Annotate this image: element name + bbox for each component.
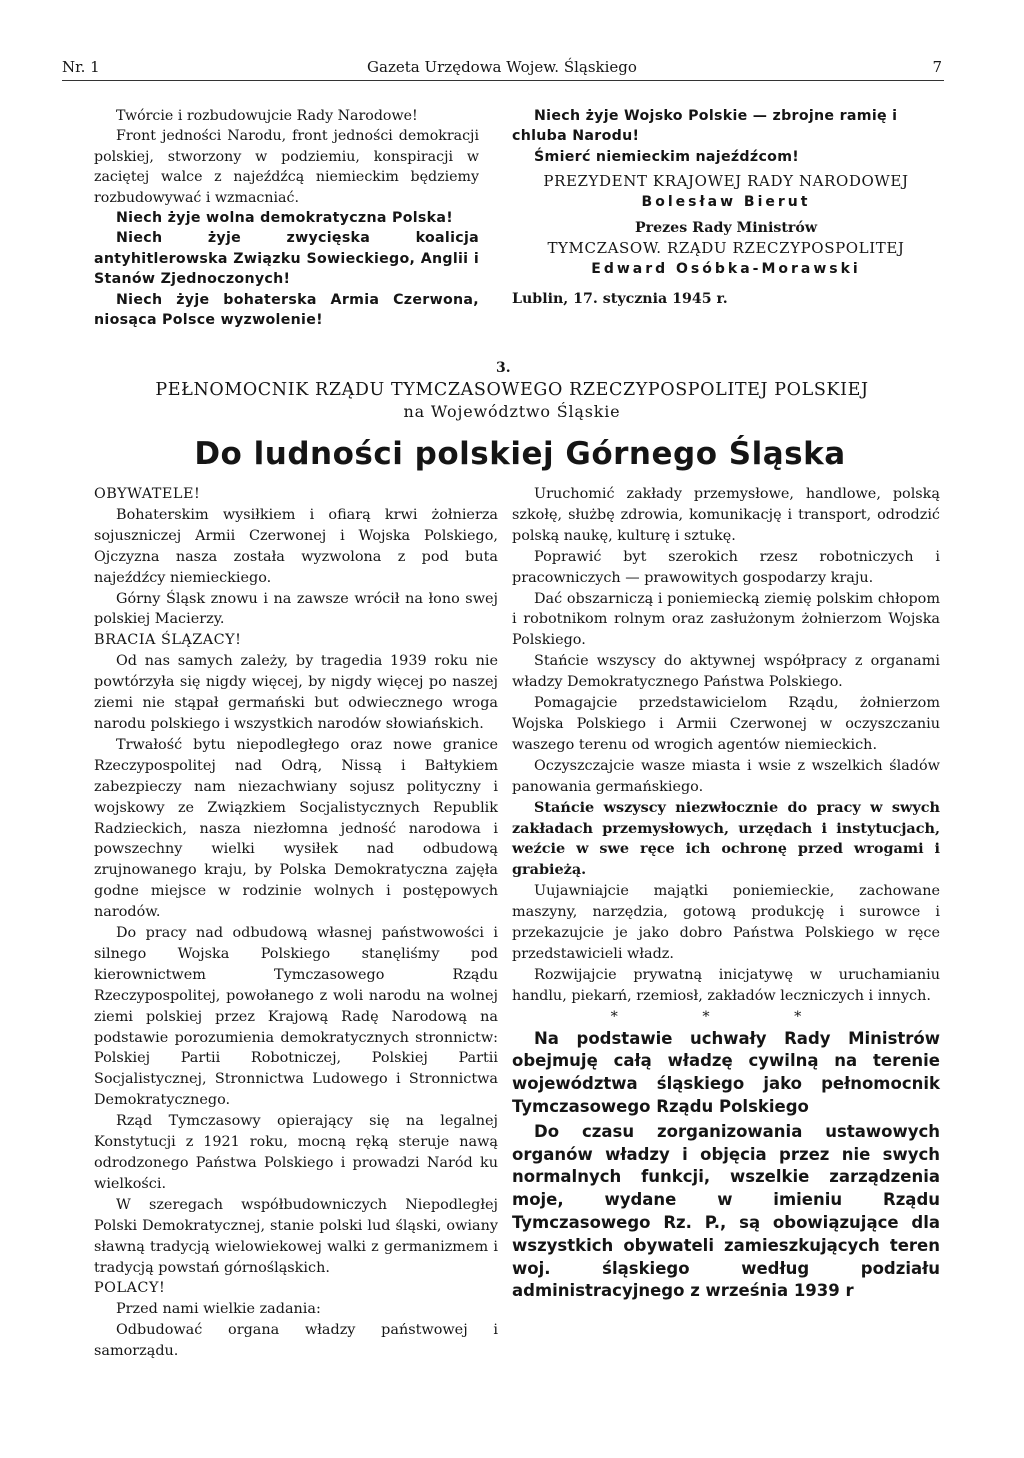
headline: Do ludności polskiej Górnego Śląska (194, 436, 846, 472)
paragraph: W szeregach współbudowniczych Niepodległej Polski Demokratycznej, stanie polski lud śląski, owiany sławną tradycją wielowiekowej walki z germanizmem i tradycją powstań górnośląskich. (94, 1196, 498, 1276)
paragraph: Poprawić byt szerokich rzesz robotniczych i pracowniczych — prawowitych gospodarzy kraju. (512, 548, 940, 586)
top-left-column (94, 106, 479, 330)
president-name: Bolesław Bierut (641, 193, 811, 210)
president-title: PREZYDENT KRAJOWEJ RADY NARODOWEJ (543, 172, 909, 191)
bold-paragraph: Stańcie wszyscy niezwłocznie do pracy w swych zakładach przemysłowych, urzędach i instytucjach, weźcie w swe ręce ich ochronę przed wrogami i grabieżą. (512, 798, 940, 879)
page-number: 7 (932, 58, 942, 76)
slogan: Niech żyje wolna demokratyczna Polska! (116, 210, 454, 227)
section-number: 3. (496, 360, 511, 376)
paragraph: Do pracy nad odbudową własnej państwowości i silnego Wojska Polskiego stanęliśmy pod kierownictwem Tymczasowego Rządu Rzeczypospolitej, powołanego z woli narodu na wolnej ziemi polskiej przez Krajową Radę Narodową na podstawie porozumienia demokratycznych stronnictw: Polskiej Partii Robotniczej, Polskiej Partii Socjalistycznej, Stronnictwa Ludowego i Stronnictwa Demokratycznego. (94, 925, 498, 1109)
slogan: Niech żyje zwycięska koalicja antyhitlerowska Związku Sowieckiego, Anglii i Stanów Zjednoczonych! (94, 230, 479, 288)
header-rule (62, 80, 944, 81)
paragraph: Uruchomić zakłady przemysłowe, handlowe, polską szkołę, służbę zdrowia, komunikację i transport, odrodzić polską naukę, kulturę i sztukę. (512, 486, 940, 544)
paragraph: Front jedności Narodu, front jedności demokracji polskiej, stworzony w podziemiu, konspiracji w zaciętej walce z najeźdźcą niemieckim będziemy rozbudowywać i wzmacniać. (94, 128, 479, 206)
section-subtitle: na Województwo Śląskie (403, 402, 621, 421)
paragraph: Rozwijajcie prywatną inicjatywę w uruchamianiu handlu, piekarń, rzemiosł, zakładów leczniczych i innych. (512, 966, 940, 1004)
place-date: Lublin, 17. stycznia 1945 r. (512, 291, 728, 308)
section-title: PEŁNOMOCNIK RZĄDU TYMCZASOWEGO RZECZYPOSPOLITEJ POLSKIEJ (155, 380, 869, 400)
paragraph: Oczyszczajcie wasze miasta i wsie z wszelkich śladów panowania germańskiego. (512, 757, 940, 795)
paragraph: Bohaterskim wysiłkiem i ofiarą krwi żołnierza sojuszniczej Armii Czerwonej i Wojska Polskiego, Ojczyzna nasza została wyzwolona z pod buta najeźdźcy niemieckiego. (94, 506, 498, 586)
salutation: OBYWATELE! (94, 486, 201, 502)
slogan: Niech żyje Wojsko Polskie — zbrojne ramię i chluba Narodu! (512, 108, 898, 145)
gazette-title: Gazeta Urzędowa Wojew. Śląskiego (367, 58, 637, 76)
premier-title: Prezes Rady Ministrów (634, 220, 818, 237)
right-body-column (512, 484, 940, 1303)
paragraph: Pomagajcie przedstawicielom Rządu, żołnierzom Wojska Polskiego i Armii Czerwonej w oczyszczaniu waszego terenu od wrogich agentów niemieckich. (512, 695, 940, 753)
paragraph: Odbudować organa władzy państwowej i samorządu. (94, 1322, 498, 1360)
government-title: TYMCZASOW. RZĄDU RZECZYPOSPOLITEJ (547, 239, 905, 258)
paragraph: Twórcie i rozbudowujcie Rady Narodowe! (116, 108, 418, 124)
paragraph: Dać obszarniczą i poniemiecką ziemię polskim chłopom i robotnikom rolnym oraz zasłużonym żołnierzom Wojska Polskiego. (512, 590, 940, 649)
paragraph: Uujawniajcie majątki poniemieckie, zachowane maszyny, narzędzia, gotową produkcję i surowce i przekazujcie je jako dobro Państwa Polskiego w ręce przedstawicieli władz. (512, 883, 940, 962)
premier-name: Edward Osóbka-Morawski (591, 260, 861, 277)
paragraph: Przed nami wielkie zadania: (116, 1301, 321, 1318)
paragraph: Od nas samych zależy, by tragedia 1939 roku nie powtórzyła się nigdy więcej, by nigdy więcej po naszej ziemi nie stąpał germański but odwiecznego wroga narodu polskiego i wszystkich narodów słowiańskich. (94, 653, 498, 732)
paragraph: Górny Śląsk znowu i na zawsze wrócił na łono swej polskiej Macierzy. (94, 590, 498, 628)
top-right-column (512, 106, 940, 310)
salutation: BRACIA ŚLĄZACY! (94, 632, 242, 649)
slogan: Śmierć niemieckim najeźdźcom! (534, 148, 800, 165)
paragraph: Stańcie wszyscy do aktywnej współpracy z organami władzy Demokratycznego Państwa Polskiego. (512, 653, 940, 691)
decree-paragraph: Na podstawie uchwały Rady Ministrów obejmuję całą władzę cywilną na terenie województwa śląskiego jako pełnomocnik Tymczasowego Rządu Polskiego (512, 1028, 940, 1116)
salutation: POLACY! (94, 1280, 166, 1297)
page-header (62, 58, 942, 80)
paragraph: Rząd Tymczasowy opierający się na legalnej Konstytucji z 1921 roku, mocną ręką steruje nawą odrodzonego Państwa Polskiego i prowadzi Naród ku wielkości. (94, 1113, 498, 1192)
slogan: Niech żyje bohaterska Armia Czerwona, niosąca Polsce wyzwolenie! (94, 291, 479, 329)
paragraph: Trwałość bytu niepodległego oraz nowe granice Rzeczypospolitej nad Odrą, Nissą i Bałtykiem zabezpieczy nam niezachwiany sojusz polityczny i wojskowy ze Związkiem Socjalistycznych Republik Radzieckich, nasza niezłomna jedność narodowa i powszechny wielki wysiłek nad odbudową zrujnowanego kraju, by Polska Demokratyczna zajęła godne miejsce w rodzinie wolnych i postępowych narodów. (94, 736, 498, 921)
issue-number: Nr. 1 (62, 58, 100, 76)
section-divider: * * * (610, 1008, 842, 1025)
left-body-column (94, 484, 498, 1362)
decree-paragraph: Do czasu zorganizowania ustawowych organów władzy i objęcia przez nie swych normalnych funkcji, wszelkie zarządzenia moje, wydane w imieniu Rządu Tymczasowego Rz. P., są obowiązujące dla wszystkich obywateli zamieszkujących teren woj. śląskiego według podziału administracyjnego z września 1939 r (512, 1121, 940, 1301)
